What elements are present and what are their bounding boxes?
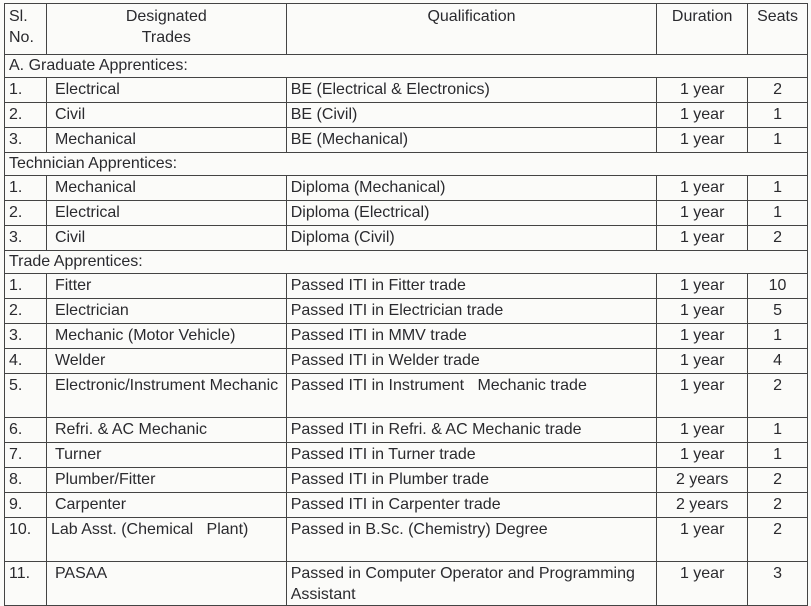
qualification-cell: Passed ITI in Refri. & AC Mechanic trade [286, 418, 657, 443]
seats-cell: 2 [748, 468, 808, 493]
qualification-cell: Passed ITI in Turner trade [286, 443, 657, 468]
seats-cell: 2 [748, 78, 808, 103]
sl-cell: 3. [5, 226, 47, 251]
sl-cell: 11. [5, 562, 47, 606]
trade-cell: PASAA [46, 562, 286, 606]
qualification-cell: Passed ITI in Instrument Mechanic trade [286, 374, 657, 418]
seats-cell: 5 [748, 299, 808, 324]
sl-cell: 7. [5, 443, 47, 468]
trade-cell: Carpenter [46, 493, 286, 518]
qualification-cell: Passed ITI in MMV trade [286, 324, 657, 349]
table-row [5, 201, 808, 226]
qualification-cell: Passed in B.Sc. (Chemistry) Degree [286, 518, 657, 562]
sl-cell: 6. [5, 418, 47, 443]
header-duration: Duration [657, 4, 748, 55]
table-row [5, 103, 808, 128]
trade-cell: Civil [46, 226, 286, 251]
trade-cell: Electronic/Instrument Mechanic [46, 374, 286, 418]
section-row [5, 55, 808, 78]
duration-cell: 1 year [657, 103, 748, 128]
header-sl-no: Sl. No. [5, 4, 47, 55]
duration-cell: 1 year [657, 518, 748, 562]
qualification-cell: BE (Electrical & Electronics) [286, 78, 657, 103]
duration-cell: 1 year [657, 299, 748, 324]
sl-cell: 1. [5, 176, 47, 201]
seats-cell: 2 [748, 493, 808, 518]
qualification-cell: BE (Civil) [286, 103, 657, 128]
trade-cell: Lab Asst. (Chemical Plant) [46, 518, 286, 562]
table-row [5, 274, 808, 299]
section-title: Trade Apprentices: [5, 251, 808, 274]
trade-cell: Plumber/Fitter [46, 468, 286, 493]
duration-cell: 1 year [657, 443, 748, 468]
header-qualification: Qualification [286, 4, 657, 55]
table-row [5, 349, 808, 374]
table-row [5, 78, 808, 103]
section-title: A. Graduate Apprentices: [5, 55, 808, 78]
header-row [5, 4, 808, 55]
seats-cell: 1 [748, 201, 808, 226]
qualification-cell: Passed ITI in Carpenter trade [286, 493, 657, 518]
trade-cell: Electrical [46, 201, 286, 226]
duration-cell: 2 years [657, 468, 748, 493]
seats-cell: 2 [748, 374, 808, 418]
qualification-cell: Diploma (Mechanical) [286, 176, 657, 201]
seats-cell: 1 [748, 128, 808, 153]
table-row [5, 493, 808, 518]
duration-cell: 1 year [657, 128, 748, 153]
seats-cell: 4 [748, 349, 808, 374]
qualification-cell: Passed ITI in Fitter trade [286, 274, 657, 299]
qualification-cell: Passed in Computer Operator and Programming Assistant [286, 562, 657, 606]
table-row [5, 299, 808, 324]
sl-cell: 2. [5, 103, 47, 128]
trade-cell: Civil [46, 103, 286, 128]
duration-cell: 1 year [657, 226, 748, 251]
trade-cell: Mechanical [46, 176, 286, 201]
sl-cell: 1. [5, 78, 47, 103]
table-row [5, 176, 808, 201]
seats-cell: 10 [748, 274, 808, 299]
header-seats: Seats [748, 4, 808, 55]
sl-cell: 1. [5, 274, 47, 299]
duration-cell: 1 year [657, 78, 748, 103]
sl-cell: 2. [5, 201, 47, 226]
duration-cell: 1 year [657, 418, 748, 443]
seats-cell: 1 [748, 443, 808, 468]
seats-cell: 1 [748, 176, 808, 201]
duration-cell: 2 years [657, 493, 748, 518]
apprentice-seats-table [4, 3, 808, 606]
duration-cell: 1 year [657, 324, 748, 349]
duration-cell: 1 year [657, 176, 748, 201]
table-row [5, 443, 808, 468]
section-row [5, 153, 808, 176]
sl-cell: 10. [5, 518, 47, 562]
seats-cell: 2 [748, 518, 808, 562]
header-designated-trades: Designated Trades [46, 4, 286, 55]
duration-cell: 1 year [657, 201, 748, 226]
table-row [5, 418, 808, 443]
qualification-cell: Passed ITI in Electrician trade [286, 299, 657, 324]
sl-cell: 9. [5, 493, 47, 518]
sl-cell: 8. [5, 468, 47, 493]
trade-cell: Turner [46, 443, 286, 468]
sl-cell: 3. [5, 324, 47, 349]
seats-cell: 2 [748, 226, 808, 251]
seats-cell: 1 [748, 418, 808, 443]
duration-cell: 1 year [657, 349, 748, 374]
table-row [5, 226, 808, 251]
table-row [5, 518, 808, 562]
trade-cell: Welder [46, 349, 286, 374]
seats-cell: 3 [748, 562, 808, 606]
sl-cell: 3. [5, 128, 47, 153]
table-row [5, 468, 808, 493]
trade-cell: Mechanic (Motor Vehicle) [46, 324, 286, 349]
trade-cell: Fitter [46, 274, 286, 299]
qualification-cell: Passed ITI in Plumber trade [286, 468, 657, 493]
trade-cell: Electrician [46, 299, 286, 324]
table-row [5, 374, 808, 418]
seats-cell: 1 [748, 324, 808, 349]
duration-cell: 1 year [657, 274, 748, 299]
sl-cell: 4. [5, 349, 47, 374]
trade-cell: Electrical [46, 78, 286, 103]
sl-cell: 5. [5, 374, 47, 418]
duration-cell: 1 year [657, 374, 748, 418]
qualification-cell: BE (Mechanical) [286, 128, 657, 153]
table-row [5, 324, 808, 349]
seats-cell: 1 [748, 103, 808, 128]
section-title: Technician Apprentices: [5, 153, 808, 176]
table-row [5, 128, 808, 153]
qualification-cell: Diploma (Civil) [286, 226, 657, 251]
qualification-cell: Passed ITI in Welder trade [286, 349, 657, 374]
qualification-cell: Diploma (Electrical) [286, 201, 657, 226]
section-row [5, 251, 808, 274]
sl-cell: 2. [5, 299, 47, 324]
table-row [5, 562, 808, 606]
trade-cell: Mechanical [46, 128, 286, 153]
trade-cell: Refri. & AC Mechanic [46, 418, 286, 443]
duration-cell: 1 year [657, 562, 748, 606]
